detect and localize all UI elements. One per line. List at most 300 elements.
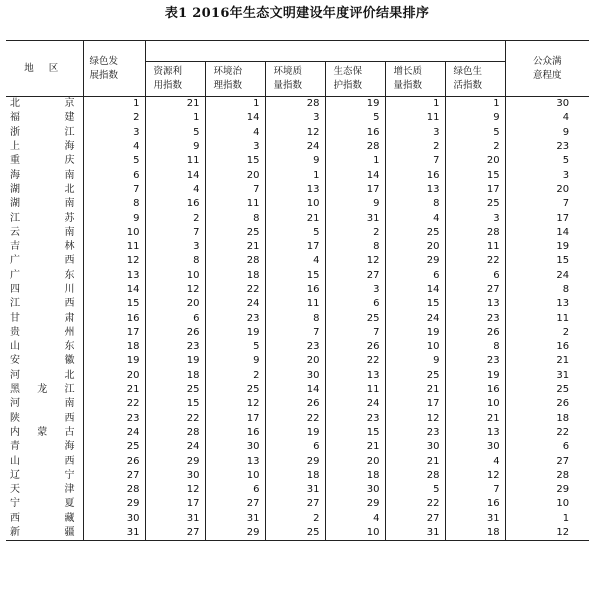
green-life-rank: 9 [445, 111, 505, 125]
public-satisfaction-rank: 14 [505, 226, 589, 240]
growth-quality-rank: 13 [385, 183, 445, 197]
green-dev-rank: 17 [83, 326, 145, 340]
green-dev-rank: 12 [83, 254, 145, 268]
resource-use-rank: 6 [145, 311, 205, 325]
public-satisfaction-rank: 24 [505, 269, 589, 283]
resource-use-rank: 26 [145, 326, 205, 340]
growth-quality-rank: 28 [385, 469, 445, 483]
public-satisfaction-rank: 12 [505, 526, 589, 541]
green-dev-rank: 29 [83, 497, 145, 511]
growth-quality-rank: 5 [385, 483, 445, 497]
resource-use-rank: 25 [145, 383, 205, 397]
table-row [6, 483, 589, 497]
resource-use-rank: 17 [145, 497, 205, 511]
region-name: 江西 [10, 298, 75, 310]
table-row [6, 426, 589, 440]
env-quality-rank: 28 [265, 97, 325, 112]
region-name: 西藏 [10, 512, 75, 524]
region-name: 吉林 [10, 241, 75, 253]
table-title: 表1 2016年生态文明建设年度评价结果排序 [164, 6, 430, 21]
env-quality-rank: 11 [265, 297, 325, 311]
growth-quality-rank: 9 [385, 354, 445, 368]
env-quality-rank: 19 [265, 426, 325, 440]
green-dev-rank: 24 [83, 426, 145, 440]
green-life-rank: 23 [445, 354, 505, 368]
growth-quality-rank: 21 [385, 454, 445, 468]
public-satisfaction-rank: 16 [505, 340, 589, 354]
green-life-rank: 30 [445, 440, 505, 454]
resource-use-rank: 29 [145, 454, 205, 468]
table-row [6, 526, 589, 541]
resource-use-rank: 18 [145, 369, 205, 383]
public-satisfaction-rank: 3 [505, 168, 589, 182]
env-governance-rank: 17 [205, 412, 265, 426]
header-spacer [145, 41, 505, 62]
green-dev-rank: 3 [83, 126, 145, 140]
growth-quality-rank: 21 [385, 383, 445, 397]
env-quality-rank: 13 [265, 183, 325, 197]
green-dev-rank: 9 [83, 211, 145, 225]
env-quality-rank: 3 [265, 111, 325, 125]
env-governance-rank: 6 [205, 483, 265, 497]
resource-use-rank: 3 [145, 240, 205, 254]
growth-quality-rank: 4 [385, 211, 445, 225]
green-life-rank: 7 [445, 483, 505, 497]
green-dev-rank: 1 [83, 97, 145, 112]
env-governance-rank: 14 [205, 111, 265, 125]
env-governance-rank: 1 [205, 97, 265, 112]
green-life-rank: 11 [445, 240, 505, 254]
growth-quality-rank: 15 [385, 297, 445, 311]
region-name: 四川 [10, 284, 75, 295]
env-governance-rank: 7 [205, 183, 265, 197]
green-dev-rank: 19 [83, 354, 145, 368]
table-row [6, 326, 589, 340]
header-eco-protection-index: 生态保 护指数 [325, 62, 385, 97]
env-governance-rank: 31 [205, 512, 265, 526]
env-quality-rank: 14 [265, 383, 325, 397]
growth-quality-rank: 16 [385, 168, 445, 182]
env-governance-rank: 19 [205, 326, 265, 340]
green-dev-rank: 4 [83, 140, 145, 154]
resource-use-rank: 27 [145, 526, 205, 541]
green-life-rank: 23 [445, 311, 505, 325]
env-governance-rank: 2 [205, 369, 265, 383]
growth-quality-rank: 2 [385, 140, 445, 154]
region-name: 海南 [10, 169, 75, 181]
header-env-governance-index: 环境治 理指数 [205, 62, 265, 97]
region-name: 云南 [10, 226, 75, 238]
eco-protection-rank: 28 [325, 140, 385, 154]
green-dev-rank: 5 [83, 154, 145, 168]
public-satisfaction-rank: 7 [505, 197, 589, 211]
green-life-rank: 27 [445, 283, 505, 297]
table-row [6, 397, 589, 411]
env-governance-rank: 24 [205, 297, 265, 311]
green-life-rank: 5 [445, 126, 505, 140]
eco-protection-rank: 1 [325, 154, 385, 168]
env-quality-rank: 7 [265, 326, 325, 340]
green-dev-rank: 11 [83, 240, 145, 254]
ranking-table [6, 40, 589, 541]
env-quality-rank: 6 [265, 440, 325, 454]
env-quality-rank: 25 [265, 526, 325, 541]
public-satisfaction-rank: 17 [505, 211, 589, 225]
green-life-rank: 1 [445, 97, 505, 112]
growth-quality-rank: 31 [385, 526, 445, 541]
table-row [6, 154, 589, 168]
growth-quality-rank: 11 [385, 111, 445, 125]
green-life-rank: 17 [445, 183, 505, 197]
growth-quality-rank: 19 [385, 326, 445, 340]
growth-quality-rank: 12 [385, 412, 445, 426]
env-governance-rank: 20 [205, 168, 265, 182]
eco-protection-rank: 30 [325, 483, 385, 497]
green-dev-rank: 28 [83, 483, 145, 497]
eco-protection-rank: 27 [325, 269, 385, 283]
region-name: 重庆 [10, 155, 75, 167]
env-quality-rank: 10 [265, 197, 325, 211]
env-quality-rank: 24 [265, 140, 325, 154]
env-quality-rank: 20 [265, 354, 325, 368]
resource-use-rank: 19 [145, 354, 205, 368]
env-governance-rank: 22 [205, 283, 265, 297]
region-name: 福建 [10, 112, 75, 124]
table-row [6, 369, 589, 383]
env-quality-rank: 21 [265, 211, 325, 225]
public-satisfaction-rank: 21 [505, 354, 589, 368]
green-life-rank: 26 [445, 326, 505, 340]
env-quality-rank: 27 [265, 497, 325, 511]
table-row [6, 297, 589, 311]
eco-protection-rank: 18 [325, 469, 385, 483]
resource-use-rank: 11 [145, 154, 205, 168]
env-quality-rank: 18 [265, 469, 325, 483]
green-dev-rank: 14 [83, 283, 145, 297]
public-satisfaction-rank: 2 [505, 326, 589, 340]
eco-protection-rank: 13 [325, 369, 385, 383]
green-life-rank: 31 [445, 512, 505, 526]
public-satisfaction-rank: 15 [505, 254, 589, 268]
eco-protection-rank: 8 [325, 240, 385, 254]
green-dev-rank: 25 [83, 440, 145, 454]
eco-protection-rank: 26 [325, 340, 385, 354]
env-governance-rank: 21 [205, 240, 265, 254]
region-name: 山西 [10, 455, 75, 467]
green-life-rank: 15 [445, 168, 505, 182]
public-satisfaction-rank: 6 [505, 440, 589, 454]
green-dev-rank: 2 [83, 111, 145, 125]
public-satisfaction-rank: 10 [505, 497, 589, 511]
resource-use-rank: 7 [145, 226, 205, 240]
env-quality-rank: 4 [265, 254, 325, 268]
env-governance-rank: 8 [205, 211, 265, 225]
table-row [6, 240, 589, 254]
green-life-rank: 6 [445, 269, 505, 283]
growth-quality-rank: 3 [385, 126, 445, 140]
growth-quality-rank: 10 [385, 340, 445, 354]
green-dev-rank: 18 [83, 340, 145, 354]
table-body [6, 97, 589, 541]
resource-use-rank: 15 [145, 397, 205, 411]
green-life-rank: 13 [445, 297, 505, 311]
region-name: 江苏 [10, 212, 75, 224]
env-quality-rank: 2 [265, 512, 325, 526]
growth-quality-rank: 24 [385, 311, 445, 325]
table-row [6, 440, 589, 454]
table-row [6, 283, 589, 297]
table-row [6, 340, 589, 354]
env-governance-rank: 27 [205, 497, 265, 511]
table-row [6, 97, 589, 112]
green-dev-rank: 20 [83, 369, 145, 383]
green-life-rank: 18 [445, 526, 505, 541]
env-quality-rank: 29 [265, 454, 325, 468]
public-satisfaction-rank: 13 [505, 297, 589, 311]
region-name: 甘肃 [10, 312, 75, 324]
env-governance-rank: 23 [205, 311, 265, 325]
growth-quality-rank: 17 [385, 397, 445, 411]
region-name: 广西 [10, 255, 75, 267]
resource-use-rank: 9 [145, 140, 205, 154]
env-governance-rank: 25 [205, 383, 265, 397]
public-satisfaction-rank: 19 [505, 240, 589, 254]
green-life-rank: 16 [445, 497, 505, 511]
header-green-life-index: 绿色生 活指数 [445, 62, 505, 97]
eco-protection-rank: 20 [325, 454, 385, 468]
green-life-rank: 4 [445, 454, 505, 468]
env-governance-rank: 28 [205, 254, 265, 268]
resource-use-rank: 23 [145, 340, 205, 354]
env-governance-rank: 11 [205, 197, 265, 211]
growth-quality-rank: 22 [385, 497, 445, 511]
eco-protection-rank: 22 [325, 354, 385, 368]
env-governance-rank: 29 [205, 526, 265, 541]
region-name: 广东 [10, 269, 75, 281]
env-quality-rank: 31 [265, 483, 325, 497]
growth-quality-rank: 8 [385, 197, 445, 211]
env-governance-rank: 16 [205, 426, 265, 440]
green-dev-rank: 22 [83, 397, 145, 411]
eco-protection-rank: 23 [325, 412, 385, 426]
env-quality-rank: 26 [265, 397, 325, 411]
region-name: 湖南 [10, 198, 75, 210]
growth-quality-rank: 27 [385, 512, 445, 526]
growth-quality-rank: 7 [385, 154, 445, 168]
header-green-dev-index: 绿色发 展指数 [83, 41, 145, 97]
region-name: 湖北 [10, 183, 75, 195]
region-name: 浙江 [10, 126, 75, 138]
table-row [6, 412, 589, 426]
green-dev-rank: 31 [83, 526, 145, 541]
public-satisfaction-rank: 26 [505, 397, 589, 411]
green-dev-rank: 21 [83, 383, 145, 397]
env-quality-rank: 12 [265, 126, 325, 140]
header-resource-use-index: 资源利 用指数 [145, 62, 205, 97]
eco-protection-rank: 12 [325, 254, 385, 268]
growth-quality-rank: 20 [385, 240, 445, 254]
eco-protection-rank: 17 [325, 183, 385, 197]
green-life-rank: 12 [445, 469, 505, 483]
green-life-rank: 10 [445, 397, 505, 411]
growth-quality-rank: 14 [385, 283, 445, 297]
resource-use-rank: 10 [145, 269, 205, 283]
eco-protection-rank: 2 [325, 226, 385, 240]
eco-protection-rank: 19 [325, 97, 385, 112]
public-satisfaction-rank: 31 [505, 369, 589, 383]
public-satisfaction-rank: 20 [505, 183, 589, 197]
table-row [6, 454, 589, 468]
env-governance-rank: 9 [205, 354, 265, 368]
env-quality-rank: 8 [265, 311, 325, 325]
public-satisfaction-rank: 8 [505, 283, 589, 297]
eco-protection-rank: 10 [325, 526, 385, 541]
env-quality-rank: 17 [265, 240, 325, 254]
header-env-quality-index: 环境质 量指数 [265, 62, 325, 97]
header-public-satisfaction: 公众满 意程度 [505, 41, 589, 97]
region-name: 宁夏 [10, 498, 75, 510]
env-governance-rank: 25 [205, 226, 265, 240]
green-dev-rank: 6 [83, 168, 145, 182]
resource-use-rank: 21 [145, 97, 205, 112]
public-satisfaction-rank: 29 [505, 483, 589, 497]
public-satisfaction-rank: 23 [505, 140, 589, 154]
resource-use-rank: 20 [145, 297, 205, 311]
eco-protection-rank: 4 [325, 512, 385, 526]
resource-use-rank: 22 [145, 412, 205, 426]
region-name: 安徽 [10, 355, 75, 367]
resource-use-rank: 12 [145, 483, 205, 497]
region-name: 青海 [10, 441, 75, 453]
public-satisfaction-rank: 22 [505, 426, 589, 440]
eco-protection-rank: 16 [325, 126, 385, 140]
region-name: 辽宁 [10, 469, 75, 481]
header-region: 地 区 [6, 41, 83, 97]
region-name: 陕西 [10, 412, 75, 424]
green-dev-rank: 10 [83, 226, 145, 240]
eco-protection-rank: 5 [325, 111, 385, 125]
green-dev-rank: 13 [83, 269, 145, 283]
green-dev-rank: 23 [83, 412, 145, 426]
resource-use-rank: 30 [145, 469, 205, 483]
green-life-rank: 21 [445, 412, 505, 426]
green-dev-rank: 16 [83, 311, 145, 325]
table-row [6, 254, 589, 268]
region-name: 山东 [10, 341, 75, 353]
resource-use-rank: 31 [145, 512, 205, 526]
table-row [6, 140, 589, 154]
ranking-table-container [6, 40, 589, 541]
green-life-rank: 3 [445, 211, 505, 225]
env-quality-rank: 1 [265, 168, 325, 182]
region-name: 黑龙江 [10, 384, 75, 396]
eco-protection-rank: 6 [325, 297, 385, 311]
growth-quality-rank: 25 [385, 369, 445, 383]
growth-quality-rank: 25 [385, 226, 445, 240]
public-satisfaction-rank: 9 [505, 126, 589, 140]
eco-protection-rank: 25 [325, 311, 385, 325]
env-governance-rank: 5 [205, 340, 265, 354]
eco-protection-rank: 31 [325, 211, 385, 225]
resource-use-rank: 16 [145, 197, 205, 211]
table-row [6, 269, 589, 283]
green-life-rank: 13 [445, 426, 505, 440]
table-row [6, 226, 589, 240]
table-row [6, 197, 589, 211]
green-life-rank: 2 [445, 140, 505, 154]
public-satisfaction-rank: 27 [505, 454, 589, 468]
env-quality-rank: 30 [265, 369, 325, 383]
resource-use-rank: 2 [145, 211, 205, 225]
resource-use-rank: 5 [145, 126, 205, 140]
eco-protection-rank: 24 [325, 397, 385, 411]
env-governance-rank: 18 [205, 269, 265, 283]
table-row [6, 354, 589, 368]
table-row [6, 383, 589, 397]
env-quality-rank: 15 [265, 269, 325, 283]
growth-quality-rank: 6 [385, 269, 445, 283]
eco-protection-rank: 21 [325, 440, 385, 454]
table-row [6, 469, 589, 483]
eco-protection-rank: 14 [325, 168, 385, 182]
env-quality-rank: 5 [265, 226, 325, 240]
env-quality-rank: 16 [265, 283, 325, 297]
resource-use-rank: 4 [145, 183, 205, 197]
region-name: 北京 [10, 98, 75, 110]
header-growth-quality-index: 增长质 量指数 [385, 62, 445, 97]
eco-protection-rank: 29 [325, 497, 385, 511]
region-name: 上海 [10, 141, 75, 153]
growth-quality-rank: 30 [385, 440, 445, 454]
region-name: 河南 [10, 398, 75, 410]
eco-protection-rank: 11 [325, 383, 385, 397]
green-dev-rank: 15 [83, 297, 145, 311]
eco-protection-rank: 3 [325, 283, 385, 297]
resource-use-rank: 28 [145, 426, 205, 440]
region-name: 河北 [10, 369, 75, 381]
eco-protection-rank: 15 [325, 426, 385, 440]
table-row [6, 512, 589, 526]
public-satisfaction-rank: 25 [505, 383, 589, 397]
growth-quality-rank: 1 [385, 97, 445, 112]
green-dev-rank: 30 [83, 512, 145, 526]
public-satisfaction-rank: 1 [505, 512, 589, 526]
public-satisfaction-rank: 5 [505, 154, 589, 168]
growth-quality-rank: 23 [385, 426, 445, 440]
green-life-rank: 19 [445, 369, 505, 383]
green-life-rank: 28 [445, 226, 505, 240]
public-satisfaction-rank: 30 [505, 97, 589, 112]
region-name: 贵州 [10, 326, 75, 338]
green-life-rank: 8 [445, 340, 505, 354]
env-governance-rank: 30 [205, 440, 265, 454]
green-dev-rank: 26 [83, 454, 145, 468]
table-row [6, 211, 589, 225]
green-life-rank: 20 [445, 154, 505, 168]
env-quality-rank: 22 [265, 412, 325, 426]
env-governance-rank: 3 [205, 140, 265, 154]
env-quality-rank: 23 [265, 340, 325, 354]
growth-quality-rank: 29 [385, 254, 445, 268]
resource-use-rank: 14 [145, 168, 205, 182]
public-satisfaction-rank: 18 [505, 412, 589, 426]
resource-use-rank: 24 [145, 440, 205, 454]
eco-protection-rank: 7 [325, 326, 385, 340]
green-life-rank: 16 [445, 383, 505, 397]
resource-use-rank: 8 [145, 254, 205, 268]
table-row [6, 183, 589, 197]
green-dev-rank: 27 [83, 469, 145, 483]
